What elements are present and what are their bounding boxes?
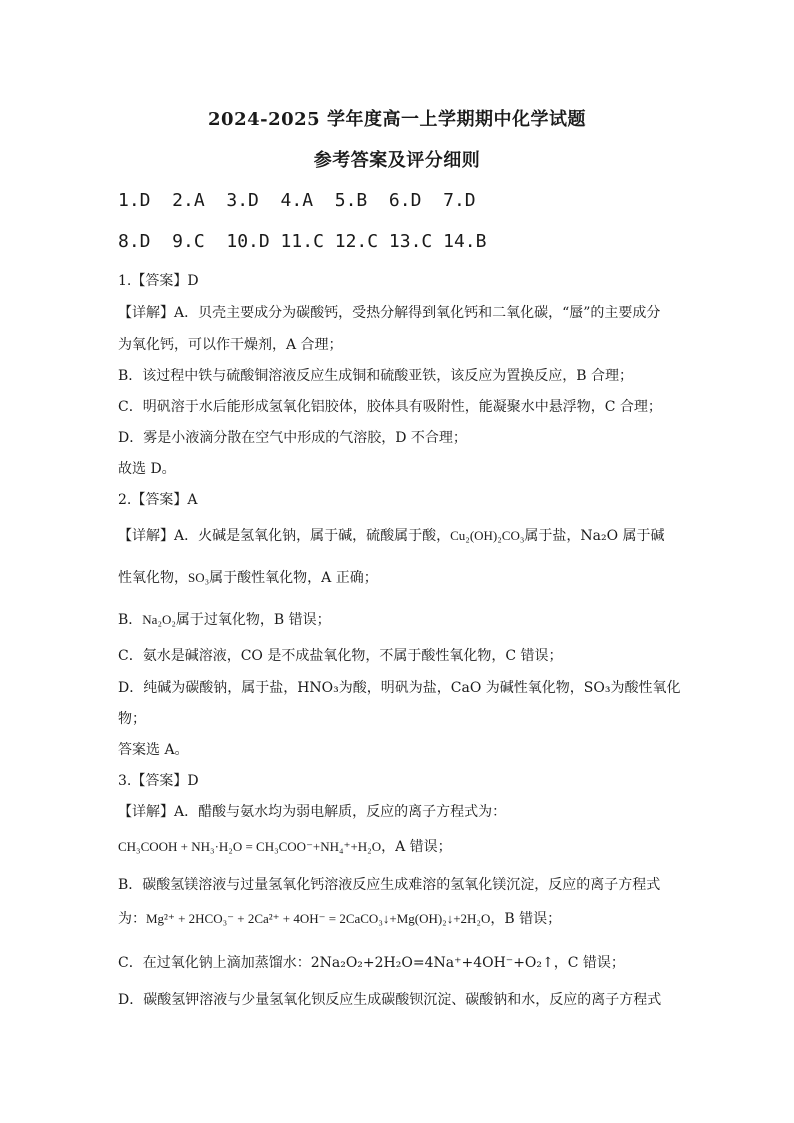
q1-option-d: D．雾是小液滴分散在空气中形成的气溶胶，D 不合理； [118, 430, 467, 446]
q2-a2-text-2: 属于酸性氧化物，A 正确； [209, 570, 378, 586]
q1-detail-line-1: 【详解】A．贝壳主要成分为碳酸钙，受热分解得到氧化钙和二氧化碳，“蜃”的主要成分 [118, 305, 661, 321]
q2-a-text-2: 属于盐，Na₂O 属于碱 [524, 528, 665, 544]
q2-conclusion: 答案选 A。 [118, 742, 189, 758]
q2-option-a-line-2 [118, 567, 678, 587]
q3-option-b-line-1: B．碳酸氢镁溶液与过量氢氧化钙溶液反应生成难溶的氢氧化镁沉淀，反应的离子方程式 [118, 877, 661, 893]
q3-option-a-equation [118, 836, 678, 856]
q3-answer: 3.【答案】D [118, 773, 199, 789]
q2-option-d-line-2: 物； [118, 711, 146, 727]
q2-b-text: B． [118, 612, 143, 628]
q1-option-c: C．明矾溶于水后能形成氢氧化铝胶体，胶体具有吸附性，能凝聚水中悬浮物，C 合理； [118, 399, 662, 415]
q2-b-text-2: 属于过氧化物，B 错误； [175, 612, 331, 628]
q1-detail-line-2: 为氧化钙，可以作干燥剂，A 合理； [118, 337, 343, 353]
q2-answer: 2.【答案】A [118, 492, 198, 508]
q1-conclusion: 故选 D。 [118, 461, 176, 477]
page-subtitle: 参考答案及评分细则 [313, 150, 481, 171]
q2-option-d-line-1: D．纯碱为碳酸钠，属于盐，HNO₃为酸，明矾为盐，CaO 为碱性氧化物，SO₃为酸性氧化 [118, 680, 681, 696]
q2-a2-text: 性氧化物， [118, 570, 188, 586]
q3-option-c: C．在过氧化钠上滴加蒸馏水：2Na₂O₂+2H₂O=4Na⁺+4OH⁻+O₂↑，C 错误； [118, 955, 625, 971]
q2-option-c: C．氨水是碱溶液，CO 是不成盐氧化物，不属于酸性氧化物，C 错误； [118, 648, 563, 664]
q3-option-b-equation [118, 908, 678, 928]
q2-option-a-line-1 [118, 525, 678, 545]
q2-b-formula: Na₂O₂ [142, 612, 176, 627]
q3-a-equation-post: ，A 错误； [381, 839, 452, 855]
answer-row-1: 1.D 2.A 3.D 4.A 5.B 6.D 7.D [118, 190, 476, 211]
q1-answer: 1.【答案】D [118, 273, 199, 289]
q2-a-text: 【详解】A．火碱是氢氧化钠，属于碱，硫酸属于酸， [118, 528, 451, 544]
q1-option-b: B．该过程中铁与硫酸铜溶液反应生成铜和硫酸亚铁，该反应为置换反应，B 合理； [118, 368, 634, 384]
q3-a-equation: CH₃COOH + NH₃·H₂O = CH₃COO⁻+NH₄⁺+H₂O [118, 839, 382, 854]
q2-a-formula-1: Cu₂(OH)₂CO₃ [450, 528, 525, 543]
page-title: 2024-2025 学年度高一上学期期中化学试题 [208, 109, 586, 130]
answer-row-2: 8.D 9.C 10.D 11.C 12.C 13.C 14.B [118, 231, 487, 252]
q3-b-equation: Mg²⁺ + 2HCO₃⁻ + 2Ca²⁺ + 4OH⁻ = 2CaCO₃↓+Mg(OH)₂↓+2H₂O [146, 911, 491, 926]
q3-b-equation-post: ，B 错误； [490, 911, 562, 927]
q3-option-a-line-1: 【详解】A．醋酸与氨水均为弱电解质，反应的离子方程式为： [118, 804, 507, 820]
q2-a-formula-2: SO₃ [188, 570, 210, 585]
q3-option-d-line-1: D．碳酸氢钾溶液与少量氢氧化钡反应生成碳酸钡沉淀、碳酸钠和水，反应的离子方程式 [118, 992, 662, 1008]
q3-b-pre: 为： [118, 911, 146, 927]
q2-option-b [118, 609, 678, 629]
